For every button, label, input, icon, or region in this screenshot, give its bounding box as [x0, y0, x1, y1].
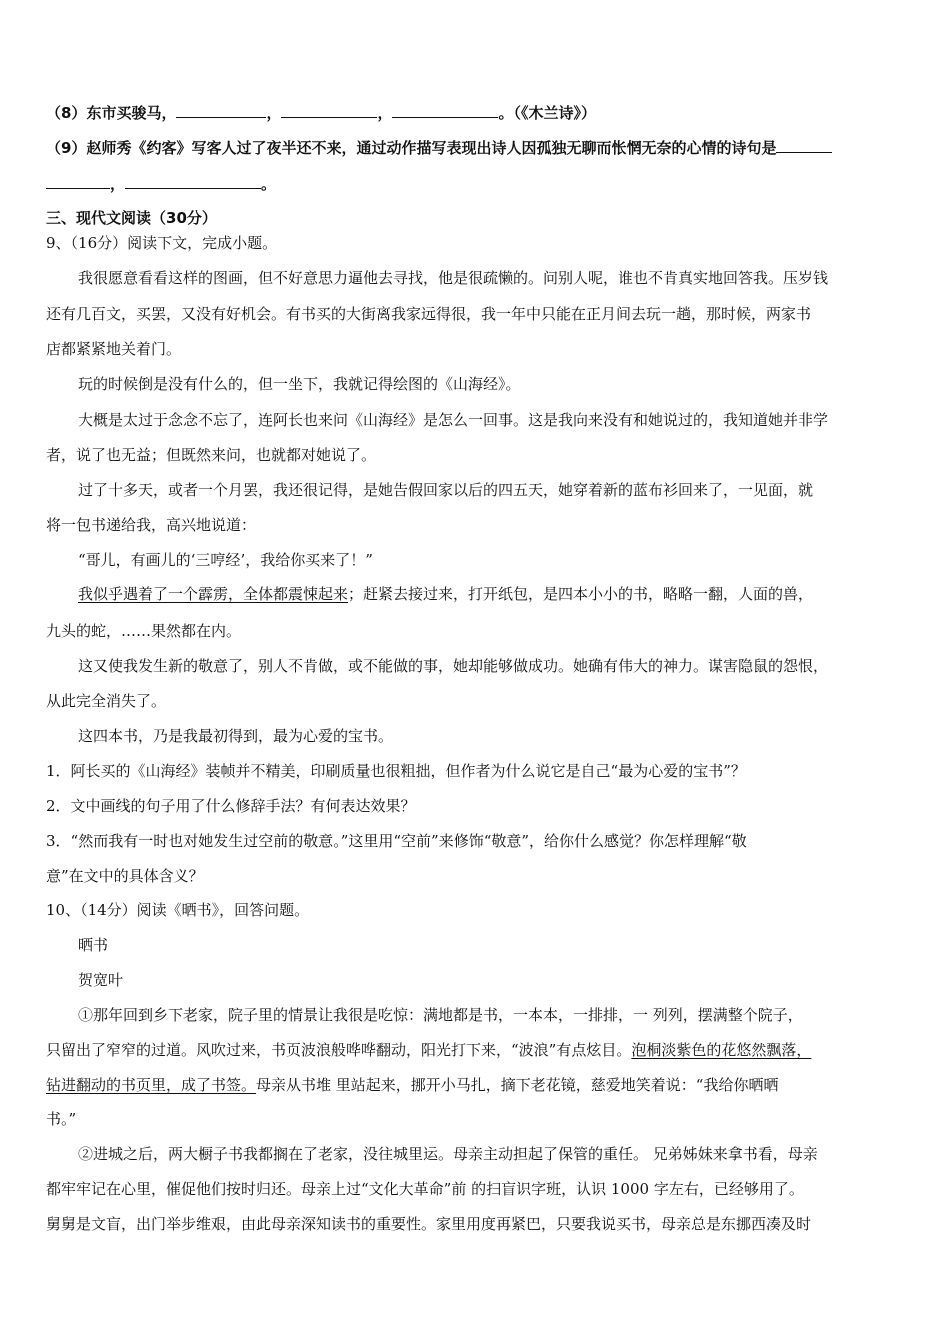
passage-line: 这又使我发生新的敬意了，别人不肯做，或不能做的事，她却能够做成功。她确有伟大的神力。谋害隐鼠的怨恨， [78, 657, 829, 675]
passage-line: “哥儿，有画儿的‘三哼经’，我给你买来了！” [78, 551, 373, 569]
q8-blank-2[interactable] [281, 102, 377, 118]
p1-line2-underlined: 泡桐淡紫色的花悠然飘落， [631, 1041, 812, 1059]
passage-line: 书。” [46, 1110, 77, 1128]
q9-text: 赵师秀《约客》写客人过了夜半还不来，通过动作描写表现出诗人因孤独无聊而怅惘无奈的心情的诗句是 [86, 139, 777, 157]
q8-blank-3[interactable] [392, 102, 498, 118]
passage-line: 都牢牢记在心里，催促他们按时归还。母亲上过“文化大革命”前 的扫盲识字班，认识 1000 字左右，已经够用了。 [46, 1180, 804, 1198]
passage-line: 玩的时候倒是没有什么的，但一坐下，我就记得绘图的《山海经》。 [78, 375, 521, 393]
q9-header: 9、（16分）阅读下文，完成小题。 [46, 234, 278, 252]
p1-line3-underlined: 钻进翻动的书页里，成了书签。 [46, 1076, 257, 1094]
q9-blank-3[interactable] [125, 173, 261, 189]
passage-line: 还有几百文，买罢，又没有好机会。有书买的大街离我家远得很，我一年中只能在正月间去玩一趟，那时候，两家书 [46, 305, 812, 323]
question-3-cont: 意”在文中的具体含义？ [46, 867, 204, 885]
passage-line-underlined [46, 1074, 904, 1096]
passage-line: 将一包书递给我，高兴地说道： [46, 516, 257, 534]
passage-line: 舅舅是文盲，出门举步维艰，由此母亲深知读书的重要性。家里用度再紧巴，只要我说买书，母亲总是东挪西凑及时 [46, 1215, 812, 1233]
passage-line-underlined [78, 583, 904, 605]
q9-end: 。 [261, 175, 277, 193]
after-underline: ；赶紧去接过来，打开纸包，是四本小小的书，略略一翻，人面的兽， [348, 585, 814, 603]
article-author: 贺宽叶 [78, 971, 124, 989]
passage-line: 过了十多天，或者一个月罢，我还很记得，是她告假回家以后的四五天，她穿着新的蓝布衫回来了，一见面，就 [78, 481, 814, 499]
q8-sep-1: ， [266, 104, 282, 122]
section-heading: 三、现代文阅读（30分） [46, 209, 217, 227]
q9-blank-2[interactable] [46, 173, 110, 189]
passage-line: 我很愿意看看这样的图画，但不好意思力逼他去寻找，他是很疏懒的。问别人呢，谁也不肯真实地回答我。压岁钱 [78, 269, 829, 287]
q8-sep-2: ， [377, 104, 393, 122]
passage-line: 从此完全消失了。 [46, 692, 167, 710]
q9-blank-1[interactable] [776, 137, 832, 153]
question-3: 3．“然而我有一时也对她发生过空前的敬意。”这里用“空前”来修饰“敬意”，给你什么感觉？你怎样理解“敬 [46, 832, 747, 850]
fill-in-q9 [46, 137, 904, 159]
p1-line3-plain: 母亲从书堆 里站起来，挪开小马扎，摘下老花镜，慈爱地笑着说：“我给你晒晒 [256, 1076, 779, 1094]
q8-blank-1[interactable] [176, 102, 266, 118]
p1-line2-plain: 只留出了窄窄的过道。风吹过来，书页波浪般哗哗翻动，阳光打下来，“波浪”有点炫目。 [46, 1041, 632, 1059]
underlined-sentence: 我似乎遇着了一个霹雳，全体都震悚起来 [78, 585, 349, 603]
article-title: 晒书 [78, 936, 109, 954]
q8-source: （《木兰诗》） [513, 104, 597, 122]
q8-number: （8） [46, 104, 87, 122]
passage-line: ①那年回到乡下老家，院子里的情景让我很是吃惊：满地都是书，一本本，一排排，一 列列，摆满整个院子， [78, 1006, 803, 1024]
fill-in-q8 [46, 102, 904, 124]
q8-end: 。 [498, 104, 514, 122]
passage-line: ②进城之后，两大橱子书我都搁在了老家，没往城里运。母亲主动担起了保管的重任。 兄弟姊妹来拿书看，母亲 [78, 1145, 818, 1163]
q10-header: 10、（14分）阅读《晒书》，回答问题。 [46, 901, 310, 919]
q9-number: （9） [46, 139, 87, 157]
passage-line: 者，说了也无益；但既然来问，也就都对她说了。 [46, 446, 377, 464]
passage-line: 这四本书，乃是我最初得到，最为心爱的宝书。 [78, 727, 394, 745]
q9-sep: ， [110, 175, 126, 193]
passage-line: 九头的蛇，……果然都在内。 [46, 622, 242, 640]
fill-in-q9-cont [46, 173, 904, 195]
question-2: 2．文中画线的句子用了什么修辞手法？有何表达效果？ [46, 797, 416, 815]
question-1: 1．阿长买的《山海经》装帧并不精美，印刷质量也很粗拙，但作者为什么说它是自己“最为心爱的宝书”？ [46, 762, 746, 780]
passage-line: 大概是太过于念念不忘了，连阿长也来问《山海经》是怎么一回事。这是我向来没有和她说过的，我知道她并非学 [78, 411, 829, 429]
q8-text: 东市买骏马， [86, 104, 177, 122]
passage-line-underlined [46, 1039, 904, 1061]
passage-line: 店都紧紧地关着门。 [46, 340, 182, 358]
